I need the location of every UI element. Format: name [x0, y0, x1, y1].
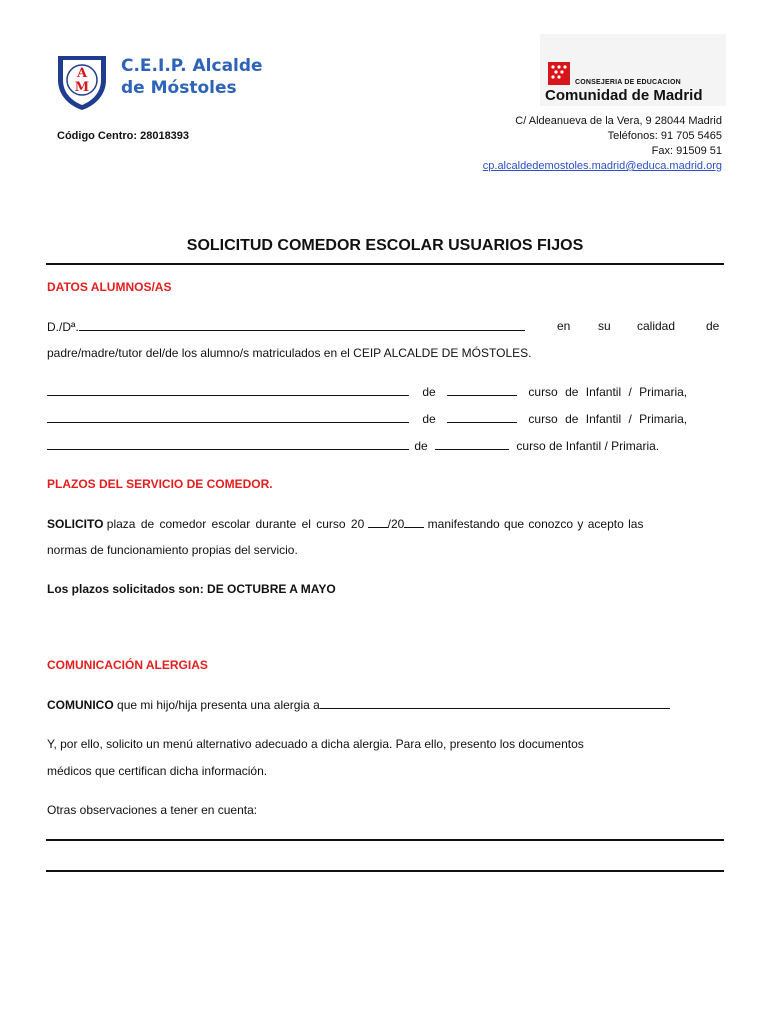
alergias-p2-line2: médicos que certifican dicha información. [47, 764, 268, 778]
student-name-field-2[interactable] [47, 411, 409, 423]
de-text: de [422, 412, 436, 426]
alergias-p2-line1: Y, por ello, solicito un menú alternativo adecuado a dicha alergia. Para ello, presento los documentos [47, 737, 584, 751]
solicito-line2: normas de funcionamiento propias del servicio. [47, 543, 298, 557]
observaciones-line-2[interactable] [46, 870, 724, 872]
logo-letter-m: M [74, 80, 90, 95]
curso-year-start-field[interactable] [368, 516, 388, 528]
curso-field-1[interactable] [447, 384, 517, 396]
comunico-text: que mi hijo/hija presenta una alergia a [117, 698, 320, 712]
solicito-text-c: manifestando que conozco y acepto las [427, 517, 644, 531]
datos-heading: DATOS ALUMNOS/AS [47, 280, 172, 294]
student-name-field-3[interactable] [47, 438, 409, 450]
phone: Teléfonos: 91 705 5465 [607, 130, 722, 142]
email-link[interactable]: cp.alcaldedemostoles.madrid@educa.madrid.org [482, 160, 722, 172]
dd-text: D./Dª. [47, 320, 79, 334]
student-row-3 [47, 438, 659, 453]
address: C/ Aldeanueva de la Vera, 9 28044 Madrid [515, 115, 722, 127]
en-word: en [557, 319, 571, 333]
dd-label [47, 319, 525, 334]
title-rule [46, 263, 724, 265]
curso-year-end-field[interactable] [404, 516, 424, 528]
consejeria-label: CONSEJERIA DE EDUCACION [575, 79, 681, 86]
observaciones-line-1[interactable] [46, 839, 724, 841]
parent-name-field[interactable] [79, 319, 525, 331]
codigo-centro: Código Centro: 28018393 [57, 130, 190, 142]
curso-field-3[interactable] [435, 438, 509, 450]
solicito-line1 [47, 516, 643, 531]
student-row-1 [47, 384, 687, 399]
alergias-heading: COMUNICACIÓN ALERGIAS [47, 658, 208, 672]
document-title: SOLICITUD COMEDOR ESCOLAR USUARIOS FIJOS [186, 237, 584, 254]
plazos-line: Los plazos solicitados son: DE OCTUBRE A MAYO [47, 582, 336, 596]
student-name-field-1[interactable] [47, 384, 409, 396]
comunico-word: COMUNICO [47, 698, 114, 712]
logo-letter-a: A [76, 66, 88, 81]
comunico-line [47, 697, 670, 712]
comunidad-madrid-logo [540, 34, 726, 106]
curso-field-2[interactable] [447, 411, 517, 423]
school-name [121, 55, 263, 99]
solicito-word: SOLICITO [47, 517, 104, 531]
student-row-2 [47, 411, 687, 426]
de-word: de [706, 319, 720, 333]
solicito-text-b: /20 [387, 517, 405, 531]
madrid-flag-icon [548, 62, 570, 85]
de-text: de [422, 385, 436, 399]
plazos-heading: PLAZOS DEL SERVICIO DE COMEDOR. [47, 477, 273, 491]
solicito-text-a: plaza de comedor escolar durante el curso 20 [106, 517, 365, 531]
school-logo [52, 50, 112, 112]
curso-text-last: curso de Infantil / Primaria. [516, 439, 660, 453]
de-text: de [414, 439, 428, 453]
otras-observaciones-label: Otras observaciones a tener en cuenta: [47, 803, 258, 817]
comunidad-label: Comunidad de Madrid [545, 87, 703, 104]
curso-text: curso de Infantil / Primaria, [528, 412, 688, 426]
calidad-word: calidad [637, 319, 676, 333]
fax: Fax: 91509 51 [651, 145, 722, 157]
school-name-line1: C.E.I.P. Alcalde [121, 56, 263, 76]
su-word: su [598, 319, 611, 333]
curso-text: curso de Infantil / Primaria, [528, 385, 688, 399]
datos-line2: padre/madre/tutor del/de los alumno/s matriculados en el CEIP ALCALDE DE MÓSTOLES. [47, 346, 532, 360]
school-name-line2: de Móstoles [121, 78, 237, 98]
allergy-field[interactable] [320, 697, 670, 709]
